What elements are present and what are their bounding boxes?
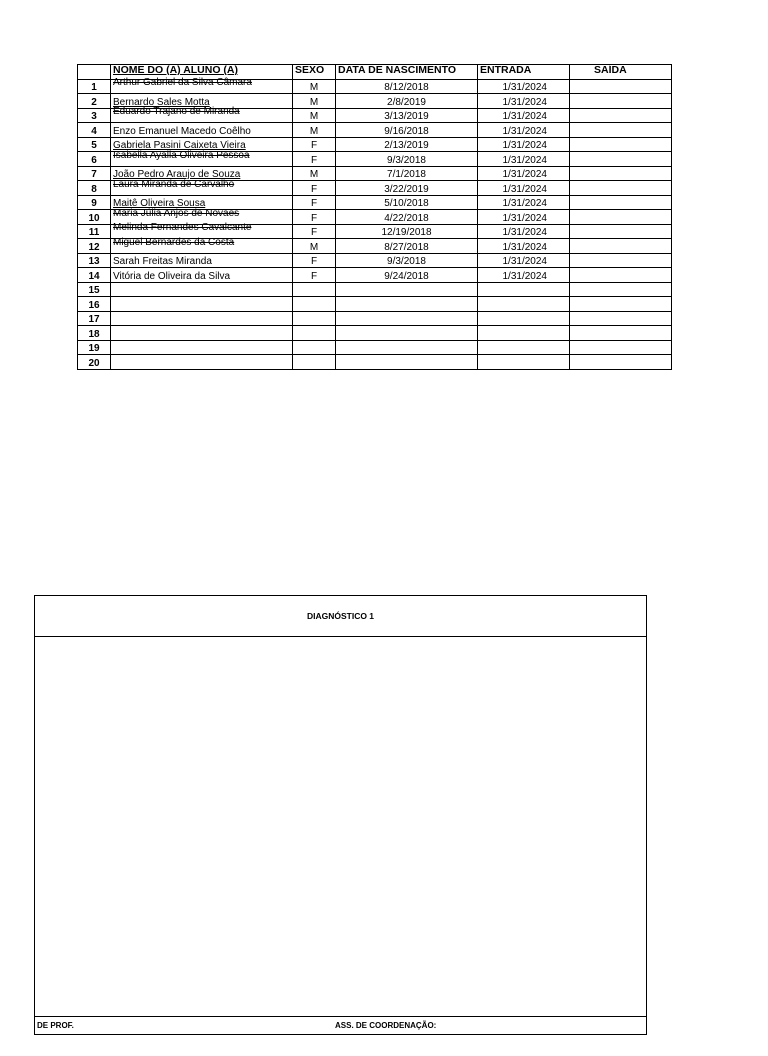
student-entry-date: 1/31/2024 [478,79,570,94]
student-sex: M [293,239,336,254]
student-name [111,268,293,283]
student-birthdate [336,282,478,297]
row-number: 12 [78,239,111,254]
student-sex [293,311,336,326]
student-entry-date: 1/31/2024 [478,152,570,167]
student-name [111,311,293,326]
row-number: 2 [78,94,111,109]
row-number: 11 [78,224,111,239]
student-name-text: Eduardo Trajano de Miranda [113,106,240,117]
student-birthdate: 8/12/2018 [336,79,478,94]
student-birthdate [336,311,478,326]
student-sex: F [293,152,336,167]
row-number: 18 [78,326,111,341]
student-birthdate [336,355,478,370]
student-birthdate: 2/8/2019 [336,94,478,109]
table-row [78,253,672,268]
table-row [78,326,672,341]
student-exit-date [570,311,672,326]
row-number: 20 [78,355,111,370]
student-sex: M [293,79,336,94]
student-sex: F [293,137,336,152]
student-entry-date [478,311,570,326]
student-entry-date [478,355,570,370]
student-sex: F [293,210,336,225]
student-name-text: Gabriela Pasini Caixeta Vieira [113,140,246,151]
student-name [111,340,293,355]
row-number: 5 [78,137,111,152]
student-entry-date: 1/31/2024 [478,224,570,239]
row-number: 3 [78,108,111,123]
student-exit-date [570,297,672,312]
table-row [78,311,672,326]
table-row [78,181,672,196]
student-name [111,282,293,297]
row-number: 15 [78,282,111,297]
table-row [78,355,672,370]
student-entry-date: 1/31/2024 [478,123,570,138]
student-birthdate: 9/16/2018 [336,123,478,138]
student-birthdate [336,340,478,355]
student-entry-date [478,340,570,355]
student-exit-date [570,181,672,196]
student-entry-date [478,282,570,297]
table-row [78,340,672,355]
student-sex: M [293,94,336,109]
student-name [111,79,293,94]
table-row [78,297,672,312]
header-exit: SAÍDA [570,65,672,80]
table-row [78,268,672,283]
header-entry: ENTRADA [478,65,570,80]
row-number: 17 [78,311,111,326]
student-entry-date: 1/31/2024 [478,195,570,210]
student-exit-date [570,340,672,355]
student-sex: F [293,195,336,210]
student-name-text: Maria Júlia Anjos de Novaes [113,207,240,219]
row-number: 13 [78,253,111,268]
student-birthdate [336,297,478,312]
student-entry-date [478,326,570,341]
student-exit-date [570,355,672,370]
student-entry-date: 1/31/2024 [478,137,570,152]
student-birthdate: 3/22/2019 [336,181,478,196]
diagnostic-box [34,595,647,1035]
student-name-text: Laura Miranda de Carvalho [113,178,235,190]
student-entry-date: 1/31/2024 [478,253,570,268]
student-birthdate: 8/27/2018 [336,239,478,254]
student-sex: M [293,123,336,138]
coordination-signature-label: ASS. DE COORDENAÇÃO: [335,1021,437,1030]
student-name-text: Melinda Fernandes Cavalcante [113,222,252,233]
signature-row [34,1016,647,1056]
student-birthdate: 3/13/2019 [336,108,478,123]
student-exit-date [570,137,672,152]
student-exit-date [570,224,672,239]
table-row [78,79,672,94]
student-entry-date: 1/31/2024 [478,268,570,283]
student-name [111,123,293,138]
row-number: 10 [78,210,111,225]
student-name-text: Isabella Ayalla Oliveira Pessoa [113,149,250,161]
student-sex [293,340,336,355]
student-name [111,149,293,167]
student-exit-date [570,94,672,109]
student-entry-date: 1/31/2024 [478,210,570,225]
student-name [111,253,293,268]
student-table [77,64,672,370]
student-sex [293,355,336,370]
student-name-text: Sarah Freitas Miranda [113,256,212,267]
row-number: 19 [78,340,111,355]
table-row [78,239,672,254]
student-sex: F [293,224,336,239]
student-birthdate: 4/22/2018 [336,210,478,225]
student-name-text: Arthur Gabriel da Silva Câmara [113,77,252,88]
header-birthdate: DATA DE NASCIMENTO [336,65,478,80]
table-row [78,152,672,167]
row-number: 8 [78,181,111,196]
student-exit-date [570,268,672,283]
student-exit-date [570,166,672,181]
student-name-text: João Pedro Araujo de Souza [113,169,241,180]
header-sex: SEXO [293,65,336,80]
student-entry-date: 1/31/2024 [478,94,570,109]
student-sex [293,297,336,312]
row-number: 9 [78,195,111,210]
student-birthdate: 2/13/2019 [336,137,478,152]
student-exit-date [570,282,672,297]
student-exit-date [570,152,672,167]
student-sex: F [293,181,336,196]
student-sex: M [293,166,336,181]
row-number: 6 [78,152,111,167]
student-entry-date: 1/31/2024 [478,108,570,123]
student-exit-date [570,108,672,123]
student-sex [293,282,336,297]
student-sex: M [293,108,336,123]
student-birthdate: 7/1/2018 [336,166,478,181]
student-name [111,236,293,254]
student-entry-date [478,297,570,312]
student-name [111,326,293,341]
student-exit-date [570,326,672,341]
row-number: 1 [78,79,111,94]
student-birthdate: 12/19/2018 [336,224,478,239]
table-row [78,123,672,138]
diagnostic-title: DIAGNÓSTICO 1 [35,596,646,637]
row-number: 4 [78,123,111,138]
student-exit-date [570,195,672,210]
student-birthdate: 9/3/2018 [336,253,478,268]
table-row [78,282,672,297]
student-name [111,108,293,123]
student-name [111,178,293,196]
student-name-text: Maitê Oliveira Sousa [113,198,206,209]
row-number: 14 [78,268,111,283]
student-entry-date: 1/31/2024 [478,181,570,196]
table-body [78,79,672,369]
student-sex: F [293,253,336,268]
header-name: NOME DO (A) ALUNO (A) [111,65,293,80]
student-name-text: Vitória de Oliveira da Silva [113,270,231,282]
teacher-signature-label: DE PROF. [37,1021,74,1030]
student-birthdate [336,326,478,341]
table-row [78,108,672,123]
student-birthdate: 9/24/2018 [336,268,478,283]
student-exit-date [570,253,672,268]
student-sex: F [293,268,336,283]
student-exit-date [570,239,672,254]
student-birthdate: 5/10/2018 [336,195,478,210]
student-name-text: Bernardo Sales Motta [113,96,210,108]
student-sex [293,326,336,341]
header-number [78,65,111,80]
student-entry-date: 1/31/2024 [478,166,570,181]
student-name-text: Miguel Bernardes da Costa [113,236,235,248]
student-name-text: Enzo Emanuel Macedo Coêlho [113,125,251,137]
student-exit-date [570,210,672,225]
student-name [111,355,293,370]
row-number: 16 [78,297,111,312]
student-birthdate: 9/3/2018 [336,152,478,167]
student-exit-date [570,79,672,94]
student-exit-date [570,123,672,138]
student-entry-date: 1/31/2024 [478,239,570,254]
row-number: 7 [78,166,111,181]
student-name [111,297,293,312]
